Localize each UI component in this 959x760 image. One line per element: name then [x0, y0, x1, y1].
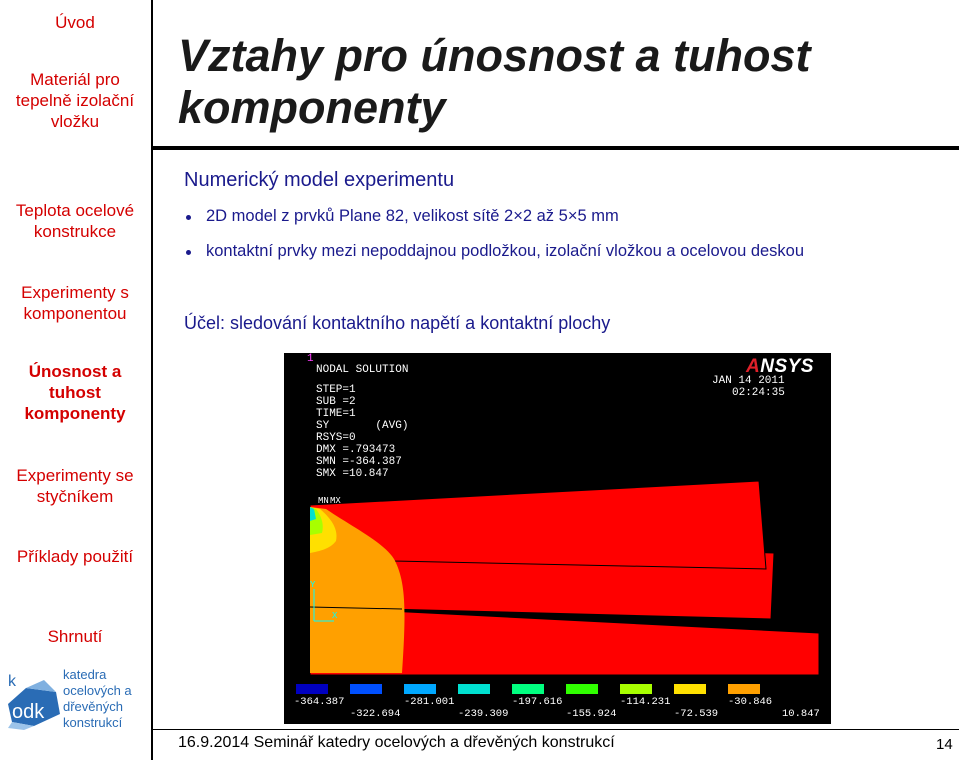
sim-time: 02:24:35: [732, 387, 785, 399]
legend-label: -322.694: [350, 708, 401, 720]
sidebar-item-uvod[interactable]: Úvod: [55, 13, 95, 32]
solution-line: DMX =.793473: [316, 444, 396, 456]
legend-label: -30.846: [728, 696, 773, 708]
sidebar-item-material[interactable]: Materiál pro tepelně izolační vložku: [15, 70, 135, 131]
dept-line: dřevěných: [63, 699, 123, 714]
sim-date: JAN 14 2011: [712, 375, 785, 387]
dept-line: katedra: [63, 667, 107, 682]
stress-contour-plot: [284, 353, 831, 724]
solution-line: SMX =10.847: [316, 468, 389, 480]
title-divider: [152, 146, 959, 150]
department-name: [63, 667, 132, 731]
legend-label: -364.387: [294, 696, 345, 708]
solution-line: SUB =2: [316, 396, 356, 408]
solution-line: RSYS=0: [316, 432, 356, 444]
mn-marker: MN: [318, 496, 329, 506]
footer-text: 16.9.2014 Seminář katedry ocelových a dřevěných konstrukcí: [178, 734, 615, 751]
solution-line: STEP=1: [316, 384, 356, 396]
legend-swatch: [458, 684, 490, 694]
sidebar-item-unosnost[interactable]: Únosnost a tuhost komponenty: [24, 362, 126, 423]
sidebar-item-experimenty-komponenta[interactable]: Experimenty s komponentou: [21, 283, 129, 323]
bullet-item: 2D model z prvků Plane 82, velikost sítě 2×2 až 5×5 mm: [206, 207, 619, 225]
legend-label: 10.847: [782, 708, 820, 720]
page-number: 14: [936, 736, 953, 753]
bullet-item: kontaktní prvky mezi nepoddajnou podložkou, izolační vložkou a ocelovou deskou: [206, 242, 805, 260]
legend-swatch: [728, 684, 760, 694]
legend-label: -239.309: [458, 708, 509, 720]
logo-k-letter: k: [8, 673, 16, 690]
legend-swatch: [620, 684, 652, 694]
legend-swatch: [404, 684, 436, 694]
legend-swatch: [566, 684, 598, 694]
legend-label: -155.924: [566, 708, 617, 720]
bullet-icon: [186, 250, 191, 255]
legend-swatch: [350, 684, 382, 694]
legend-label: -114.231: [620, 696, 671, 708]
solution-line: SMN =-364.387: [316, 456, 402, 468]
solution-line: NODAL SOLUTION: [316, 364, 409, 376]
legend-label: -281.001: [404, 696, 455, 708]
page-title: Vztahy pro únosnost a tuhost komponenty: [178, 30, 811, 133]
legend-label: -197.616: [512, 696, 563, 708]
ansys-simulation-image: [284, 353, 831, 724]
solution-line: SY (AVG): [316, 420, 409, 432]
ansys-brand: ANSYS: [746, 356, 814, 377]
footer-divider: [152, 729, 959, 730]
legend-label: -72.539: [674, 708, 719, 720]
bullet-icon: [186, 215, 191, 220]
window-number: 1: [307, 353, 314, 365]
dept-line: ocelových a: [63, 683, 132, 698]
legend-swatch: [674, 684, 706, 694]
sidebar-nav: [0, 0, 150, 760]
sidebar-item-teplota[interactable]: Teplota ocelové konstrukce: [15, 201, 135, 241]
dept-line: konstrukcí: [63, 715, 123, 730]
mx-marker: MX: [330, 496, 341, 506]
sidebar-divider: [151, 0, 153, 760]
axis-x-label: X: [332, 611, 338, 621]
legend-swatch: [296, 684, 328, 694]
logo-odk-letters: odk: [12, 701, 45, 723]
axis-y-label: Y: [310, 580, 316, 590]
sidebar-item-experimenty-stycnik[interactable]: Experimenty se styčníkem: [16, 466, 134, 506]
sidebar-item-priklady[interactable]: Příklady použití: [16, 547, 134, 566]
subheading: Numerický model experimentu: [184, 169, 455, 191]
sidebar-item-shrnuti[interactable]: Shrnutí: [47, 627, 103, 646]
solution-line: TIME=1: [316, 408, 356, 420]
purpose-text: Účel: sledování kontaktního napětí a kontaktní plochy: [184, 313, 611, 333]
legend-swatch: [512, 684, 544, 694]
